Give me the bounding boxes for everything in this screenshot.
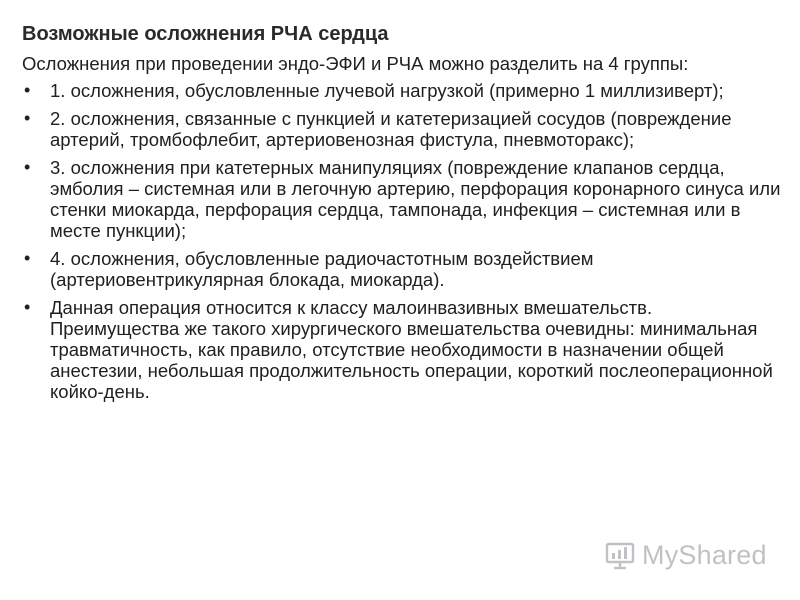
- bullet-dot-icon: •: [24, 108, 31, 128]
- bullet-dot-icon: •: [24, 80, 31, 100]
- bullet-item: [22, 108, 782, 150]
- bullet-item: [22, 80, 782, 101]
- bullet-dot-icon: •: [24, 297, 31, 317]
- slide-content: [22, 53, 782, 409]
- bullet-list: [22, 80, 782, 402]
- bullet-text: Данная операция относится к классу малоинвазивных вмешательств. Преимущества же такого хирургического вмешательства очевидны: минимальная травматичность, как правило, отсутствие необходимости в назначении общей анестезии, небольшая продолжительность операции, короткий послеоперационной койко-день.: [50, 297, 773, 402]
- bullet-item: [22, 157, 782, 241]
- myshared-watermark: [604, 537, 767, 573]
- presentation-chart-icon: [604, 539, 636, 571]
- bullet-text: 4. осложнения, обусловленные радиочастотным воздействием (артериовентрикулярная блокада, миокарда).: [50, 248, 594, 290]
- slide-title: Возможные осложнения РЧА сердца: [22, 23, 389, 45]
- bullet-item: [22, 248, 782, 290]
- watermark-text: MyShared: [642, 540, 767, 570]
- bullet-dot-icon: •: [24, 248, 31, 268]
- bullet-text: 2. осложнения, связанные с пункцией и катетеризацией сосудов (повреждение артерий, тромбофлебит, артериовенозная фистула, пневмоторакс);: [50, 108, 732, 150]
- intro-text: Осложнения при проведении эндо-ЭФИ и РЧА можно разделить на 4 группы:: [22, 53, 689, 74]
- bullet-text: 3. осложнения при катетерных манипуляциях (повреждение клапанов сердца, эмболия – системная или в легочную артерию, перфорация коронарного синуса или стенки миокарда, перфорация сердца, тампонада, инфекция – системная или в месте пункции);: [50, 157, 781, 241]
- bullet-item: [22, 297, 782, 402]
- bullet-dot-icon: •: [24, 157, 31, 177]
- bullet-text: 1. осложнения, обусловленные лучевой нагрузкой (примерно 1 миллизиверт);: [50, 80, 724, 101]
